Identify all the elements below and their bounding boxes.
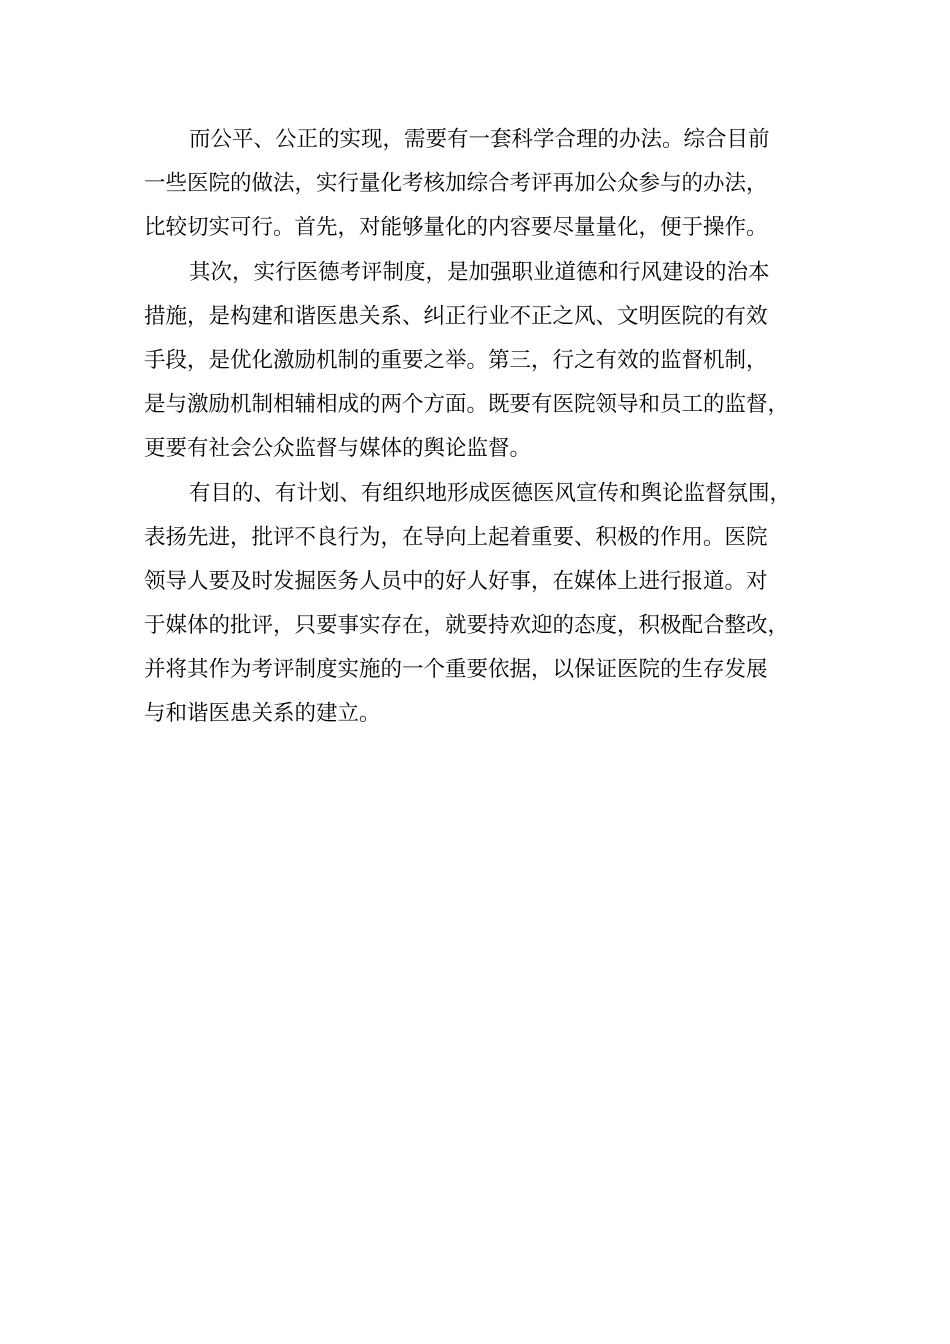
paragraph-line: 于媒体的批评，只要事实存在，就要持欢迎的态度，积极配合整改，	[144, 613, 790, 639]
paragraph-line: 与和谐医患关系的建立。	[144, 701, 381, 727]
paragraph-line: 措施，是构建和谐医患关系、纠正行业不正之风、文明医院的有效	[144, 303, 768, 329]
paragraph-line: 是与激励机制相辅相成的两个方面。既要有医院领导和员工的监督，	[144, 392, 790, 418]
paragraph-line: 手段，是优化激励机制的重要之举。第三，行之有效的监督机制，	[144, 347, 768, 373]
paragraph-2	[144, 251, 810, 472]
paragraph-line: 有目的、有计划、有组织地形成医德医风宣传和舆论监督氛围，	[189, 480, 792, 506]
paragraph-line: 并将其作为考评制度实施的一个重要依据，以保证医院的生存发展	[144, 657, 768, 683]
paragraph-3	[144, 472, 810, 737]
paragraph-line: 比较切实可行。首先，对能够量化的内容要尽量量化，便于操作。	[144, 215, 768, 241]
paragraph-line: 更要有社会公众监督与媒体的舆论监督。	[144, 436, 532, 462]
paragraph-line: 其次，实行医德考评制度，是加强职业道德和行风建设的治本	[189, 259, 770, 285]
paragraph-line: 领导人要及时发掘医务人员中的好人好事，在媒体上进行报道。对	[144, 568, 768, 594]
paragraph-1	[144, 118, 810, 251]
document-body	[144, 118, 810, 737]
paragraph-line: 一些医院的做法，实行量化考核加综合考评再加公众参与的办法，	[144, 171, 768, 197]
paragraph-line: 而公平、公正的实现，需要有一套科学合理的办法。综合目前	[189, 127, 770, 152]
paragraph-line: 表扬先进，批评不良行为，在导向上起着重要、积极的作用。医院	[144, 524, 768, 550]
